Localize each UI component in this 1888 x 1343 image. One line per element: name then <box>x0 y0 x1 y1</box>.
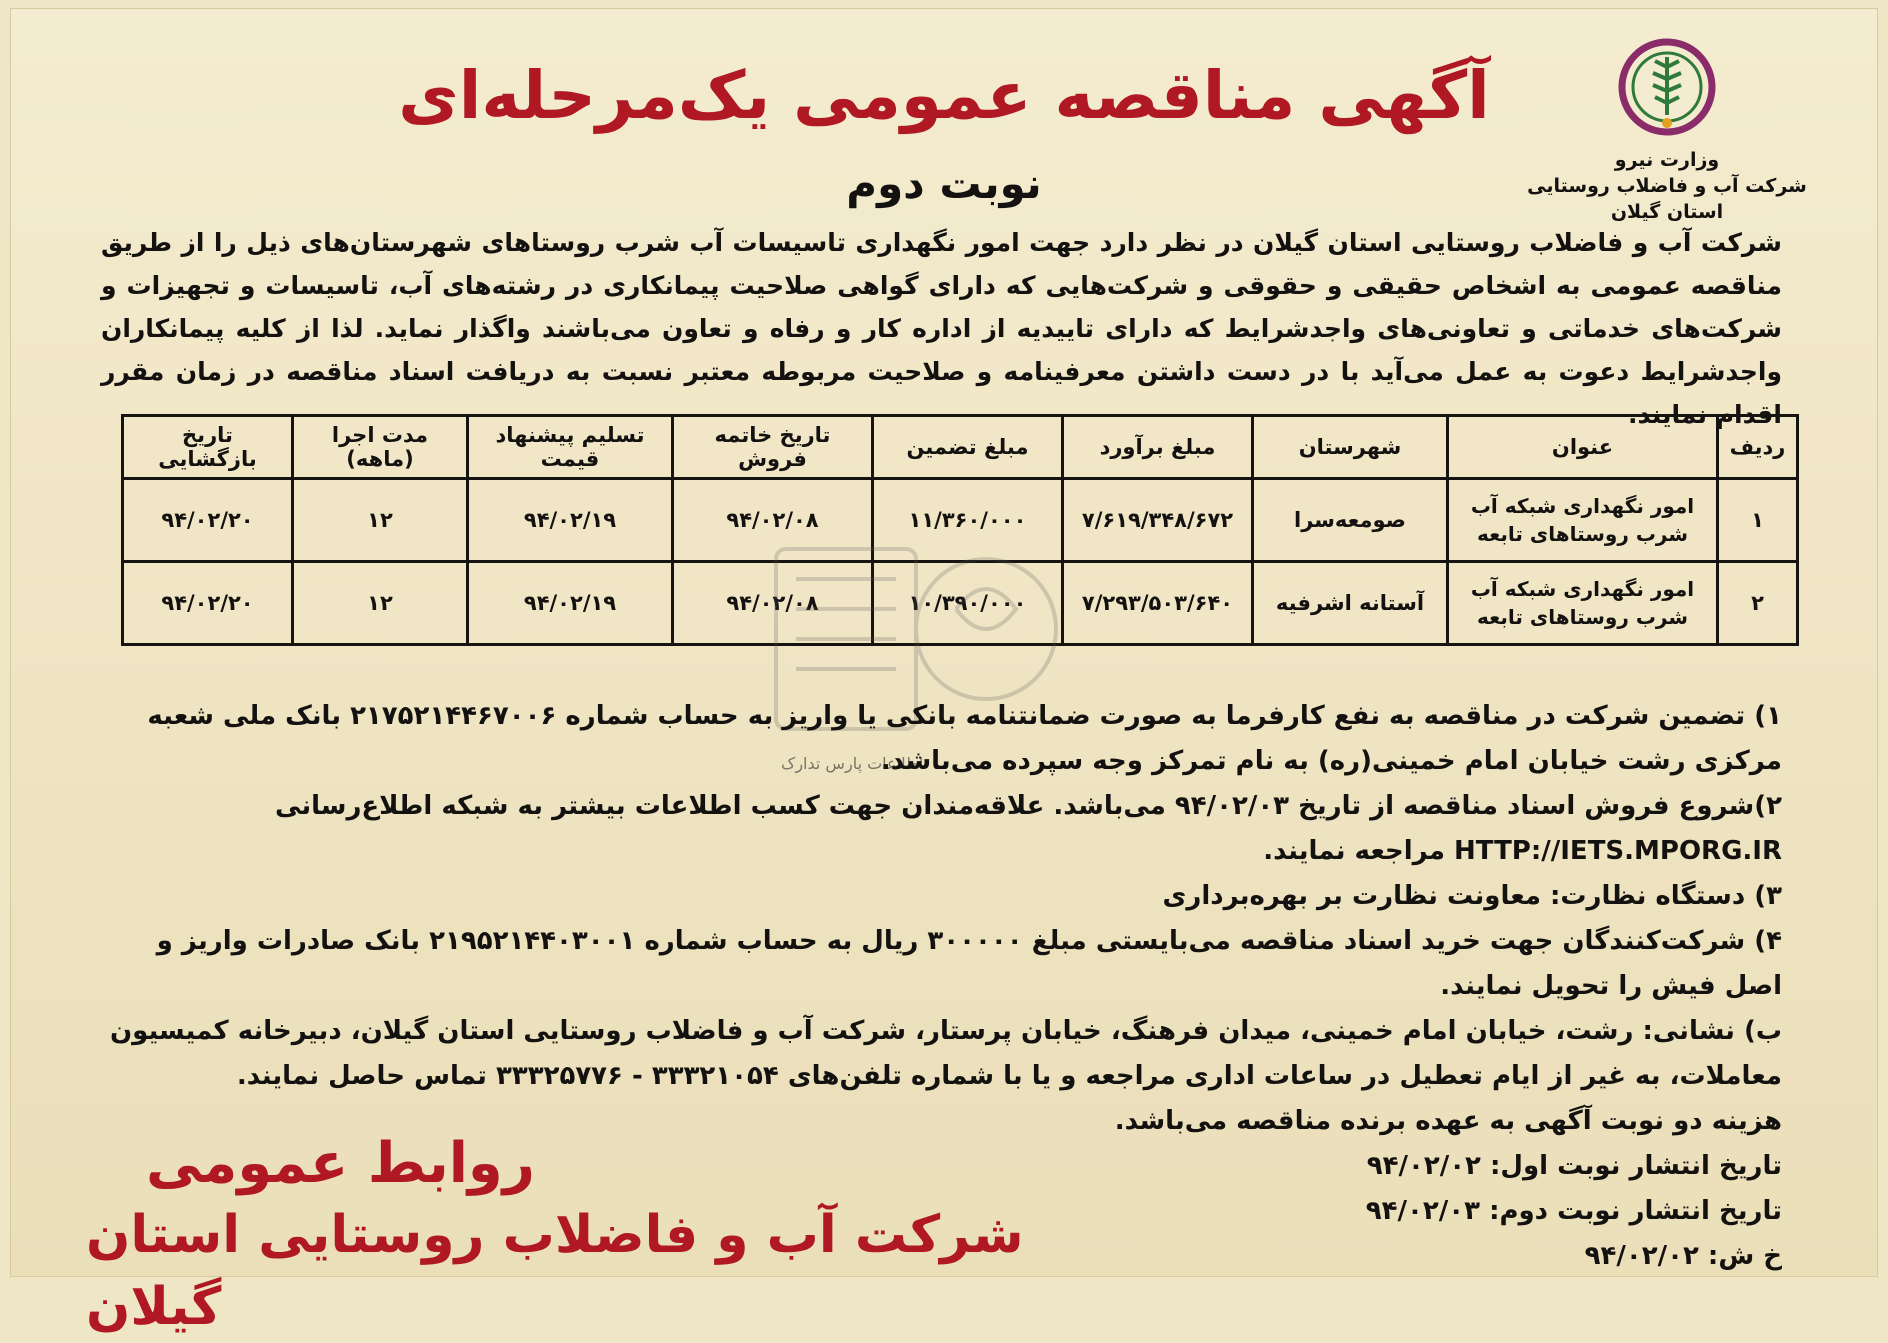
col-header-estimate: مبلغ برآورد <box>1063 416 1253 479</box>
cell-county: آستانه اشرفیه <box>1253 562 1448 645</box>
cell-opening-date: ۹۴/۰۲/۲۰ <box>123 562 293 645</box>
info-portal-link[interactable]: HTTP://IETS.MPORG.IR <box>1453 836 1782 866</box>
col-header-opening-date: تاریخ بازگشایی <box>123 416 293 479</box>
note-ad-cost: هزینه دو نوبت آگهی به عهده برنده مناقصه می‌باشد. <box>1114 1106 1782 1136</box>
cell-title: امور نگهداری شبکه آب شرب روستاهای تابعه <box>1448 479 1718 562</box>
cell-title: امور نگهداری شبکه آب شرب روستاهای تابعه <box>1448 562 1718 645</box>
notice-round: نوبت دوم <box>846 159 1042 208</box>
cell-sale-end: ۹۴/۰۲/۰۸ <box>673 562 873 645</box>
tender-notice-page <box>10 8 1878 1337</box>
cell-bid-submission: ۹۴/۰۲/۱۹ <box>468 479 673 562</box>
cell-duration: ۱۲ <box>293 479 468 562</box>
cell-guarantee: ۱۱/۳۶۰/۰۰۰ <box>873 479 1063 562</box>
watermark-text: اطلاعات پارس تدارک <box>781 754 924 773</box>
note-reference: خ ش: ۹۴/۰۲/۰۲ <box>1584 1241 1782 1271</box>
cell-guarantee: ۱۰/۳۹۰/۰۰۰ <box>873 562 1063 645</box>
cell-county: صومعه‌سرا <box>1253 479 1448 562</box>
note-supervisor: ۳) دستگاه نظارت: معاونت نظارت بر بهره‌برداری <box>1162 881 1782 911</box>
note-guarantee: ۱) تضمین شرکت در مناقصه به نفع کارفرما به صورت ضمانتنامه بانکی یا واریز به حساب شماره ۲۱۷۵۲۱۴۴۶۷۰۰۶ بانک ملی شعبه مرکزی رشت خیابان امام خمینی(ره) به نام تمرکز وجه سپرده می‌باشد. <box>147 701 1782 776</box>
cell-estimate: ۷/۶۱۹/۳۴۸/۶۷۲ <box>1063 479 1253 562</box>
note-sale-start-end: مراجعه نمایند. <box>1263 836 1445 866</box>
col-header-duration: مدت اجرا (ماهه) <box>293 416 468 479</box>
note-purchase-fee: ۴) شرکت‌کنندگان جهت خرید اسناد مناقصه می‌بایستی مبلغ ۳۰۰۰۰۰ ریال به حساب شماره ۲۱۹۵۲۱۴۴۰۳۰۰۱ بانک صادرات واریز و اصل فیش را تحویل نمایند. <box>156 926 1782 1001</box>
cell-bid-submission: ۹۴/۰۲/۱۹ <box>468 562 673 645</box>
note-sale-start <box>93 784 1782 874</box>
note-pub-date-2: تاریخ انتشار نوبت دوم: ۹۴/۰۲/۰۳ <box>1365 1196 1782 1226</box>
cell-row-number: ۱ <box>1718 479 1798 562</box>
col-header-row-number: ردیف <box>1718 416 1798 479</box>
org-province: استان گیلان <box>1610 201 1724 223</box>
col-header-guarantee: مبلغ تضمین <box>873 416 1063 479</box>
org-ministry: وزارت نیرو <box>1614 149 1720 171</box>
col-header-title: عنوان <box>1448 416 1718 479</box>
notice-title: آگهی مناقصه عمومی یک‌مرحله‌ای <box>398 57 1490 134</box>
signature-company: شرکت آب و فاضلاب روستایی استان گیلان <box>86 1205 1024 1337</box>
signature-block <box>86 1129 1086 1343</box>
table-header-row <box>123 416 1798 479</box>
note-sale-start-text: ۲)شروع فروش اسناد مناقصه از تاریخ ۹۴/۰۲/۰۳ می‌باشد. علاقه‌مندان جهت کسب اطلاعات بیشتر به شبکه اطلاع‌رسانی <box>275 791 1782 821</box>
col-header-bid-submission: تسلیم پیشنهاد قیمت <box>468 416 673 479</box>
note-pub-date-1: تاریخ انتشار نوبت اول: ۹۴/۰۲/۰۲ <box>1366 1151 1782 1181</box>
intro-paragraph: شرکت آب و فاضلاب روستایی استان گیلان در نظر دارد جهت امور نگهداری تاسیسات آب شرب روستاهای شهرستان‌های ذیل را از طریق مناقصه عمومی به اشخاص حقیقی و حقوقی و شرکت‌هایی که دارای گواهی صلاحیت پیمانکاری در رشته‌های آب، تاسیسات و تجهیزات و شرکت‌های خدماتی و تعاونی‌های واجدشرایط که دارای تاییدیه از اداره کار و رفاه و تعاون می‌باشند واگذار نماید. لذا از کلیه پیمانکاران واجدشرایط دعوت به عمل می‌آید با در دست داشتن معرفینامه و صلاحیت مربوطه معتبر نسبت به دریافت اسناد مناقصه در زمان مقرر اقدام نمایند. <box>101 228 1782 429</box>
cell-duration: ۱۲ <box>293 562 468 645</box>
col-header-sale-end: تاریخ خاتمه فروش <box>673 416 873 479</box>
cell-sale-end: ۹۴/۰۲/۰۸ <box>673 479 873 562</box>
org-company: شرکت آب و فاضلاب روستایی <box>1527 175 1807 197</box>
cell-estimate: ۷/۲۹۳/۵۰۳/۶۴۰ <box>1063 562 1253 645</box>
note-address: ب) نشانی: رشت، خیابان امام خمینی، میدان فرهنگ، خیابان پرستار، شرکت آب و فاضلاب روستایی استان گیلان، دبیرخانه کمیسیون معاملات، به غیر از ایام تعطیل در ساعات اداری مراجعه و یا با شماره تلفن‌های ۳۳۳۲۱۰۵۴ - ۳۳۳۲۵۷۷۶ تماس حاصل نمایند. <box>109 1016 1782 1091</box>
cell-row-number: ۲ <box>1718 562 1798 645</box>
signature-unit: روابط عمومی <box>146 1131 535 1196</box>
col-header-county: شهرستان <box>1253 416 1448 479</box>
cell-opening-date: ۹۴/۰۲/۲۰ <box>123 479 293 562</box>
